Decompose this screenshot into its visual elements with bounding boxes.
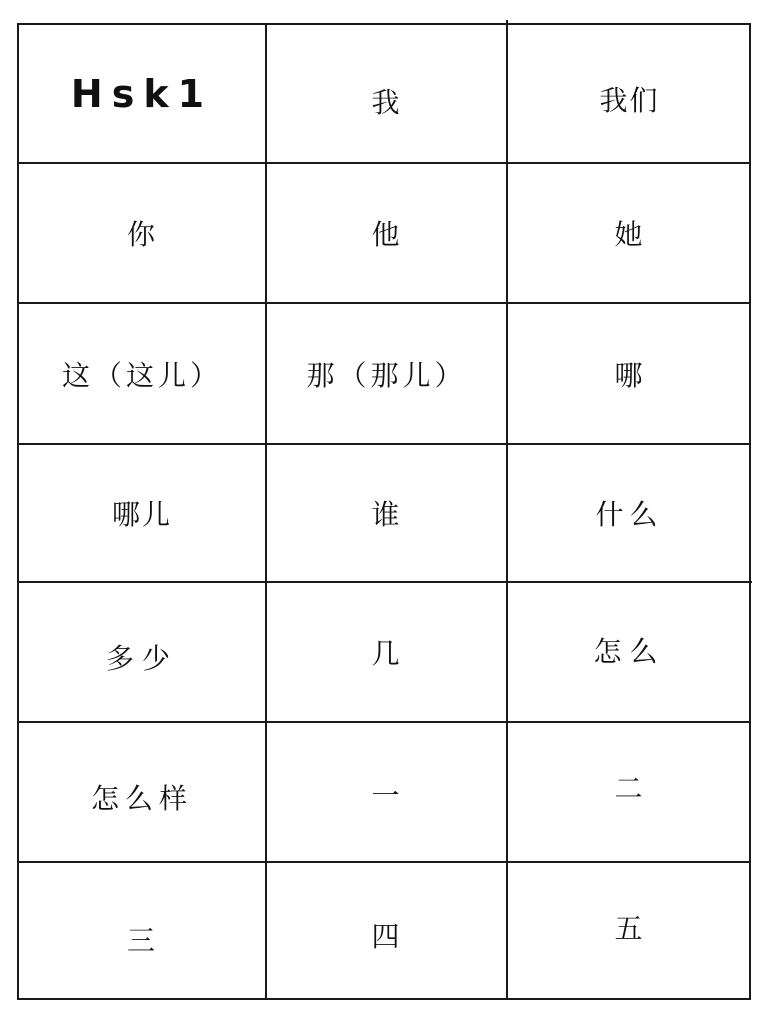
vocab-cell: 四 [371, 920, 402, 953]
vocab-cell: 这（这儿） [61, 358, 222, 392]
vocab-cell: 二 [614, 772, 645, 805]
vocab-cell: 怎么样 [90, 782, 193, 815]
vocab-cell: 我们 [599, 84, 660, 117]
vocab-cell: 什么 [595, 498, 664, 531]
vocab-cell: 你 [126, 218, 157, 251]
vocab-grid [17, 23, 751, 1000]
vocab-cell: 他 [371, 218, 402, 251]
sheet-title: Hsk1 [70, 71, 214, 116]
vocab-cell: 谁 [371, 498, 402, 531]
vocab-cell: 哪 [614, 358, 645, 392]
vocab-cell: 多少 [105, 642, 178, 675]
vocab-cell: 怎么 [593, 635, 666, 668]
vocab-cell: 我 [371, 86, 402, 119]
vocab-cell: 哪儿 [111, 498, 172, 531]
vocab-cell: 五 [614, 912, 645, 945]
vocab-cell: 她 [614, 218, 645, 251]
vocab-cell: 那（那儿） [306, 358, 467, 392]
vocab-cell: 三 [126, 924, 157, 957]
vocab-cell: 一 [371, 779, 402, 812]
vocab-cell: 几 [371, 637, 402, 670]
